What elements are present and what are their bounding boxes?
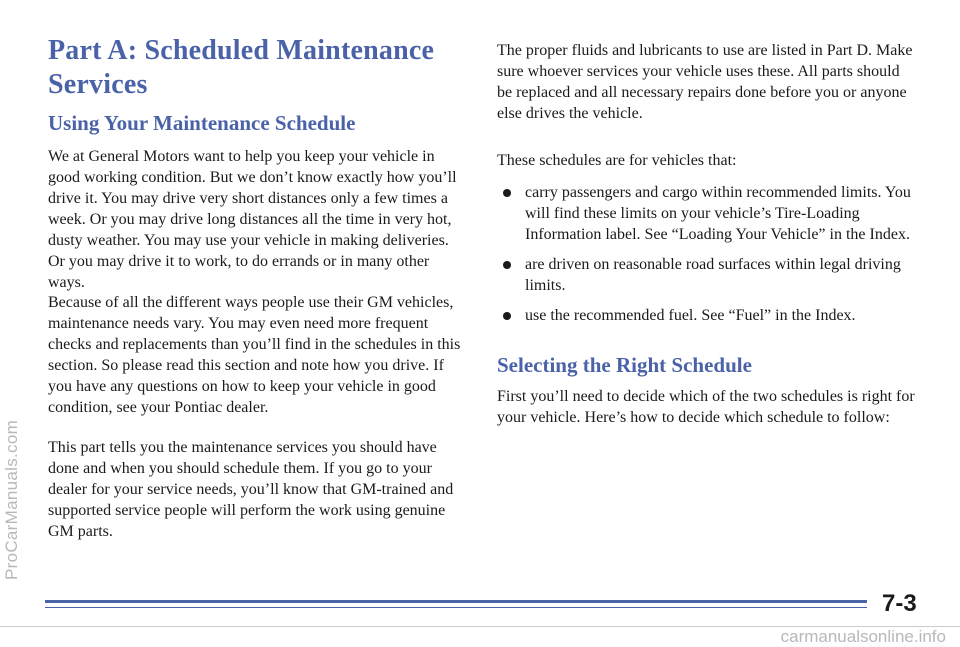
bullet-icon [503,312,511,320]
body-paragraph: Because of all the different ways people use their GM vehicles, maintenance needs vary. You may even need more frequent checks and replacements than you’ll find in the schedules in this section. So please read this section and note how you drive. If you have any questions on how to keep your vehicle in good condition, see your Pontiac dealer. [48,294,461,416]
bullet-icon [503,261,511,269]
body-paragraph: This part tells you the maintenance services you should have done and when you should schedule them. If you go to your dealer for your service needs, you’ll know that GM-trained and supported service people will perform the work using genuine GM parts. [48,439,454,540]
schedules-intro: These schedules are for vehicles that: [497,152,737,169]
list-item-text: carry passengers and cargo within recommended limits. You will find these limits on your vehicle’s Tire-Loading Information label. See “Loading Your Vehicle” in the Index. [525,184,911,243]
list-item-text: use the recommended fuel. See “Fuel” in the Index. [525,307,856,324]
list-item [497,182,917,245]
fluids-paragraph: The proper fluids and lubricants to use are listed in Part D. Make sure whoever services your vehicle uses these. All parts should be replaced and all necessary repairs done before you or anyone else drives the vehicle. [497,42,913,122]
vehicle-criteria-list [497,182,917,335]
side-watermark: ProCarManuals.com [2,419,21,580]
list-item [497,254,917,296]
part-title: Part A: Scheduled Maintenance Services [48,35,435,100]
body-paragraph: We at General Motors want to help you keep your vehicle in good working condition. But we don’t know exactly how you’ll drive it. You may drive very short distances only a few times a week. Or you may drive long distances all the time in very hot, dusty weather. You may use your vehicle in making deliveries. Or you may drive it to work, to do errands or in many other ways. [48,148,457,291]
section-heading-right-schedule: Selecting the Right Schedule [497,353,752,377]
page-number: 7-3 [882,590,917,617]
section-heading-maintenance-schedule: Using Your Maintenance Schedule [48,111,356,135]
bottom-watermark: carmanualsonline.info [780,627,946,646]
footer-rule-thin [45,607,867,608]
closing-paragraph: First you’ll need to decide which of the two schedules is right for your vehicle. Here’s how to decide which schedule to follow: [497,388,915,426]
footer-rule-thick [45,600,867,603]
list-item-text: are driven on reasonable road surfaces within legal driving limits. [525,256,901,294]
list-item [497,305,917,326]
bullet-icon [503,189,511,197]
